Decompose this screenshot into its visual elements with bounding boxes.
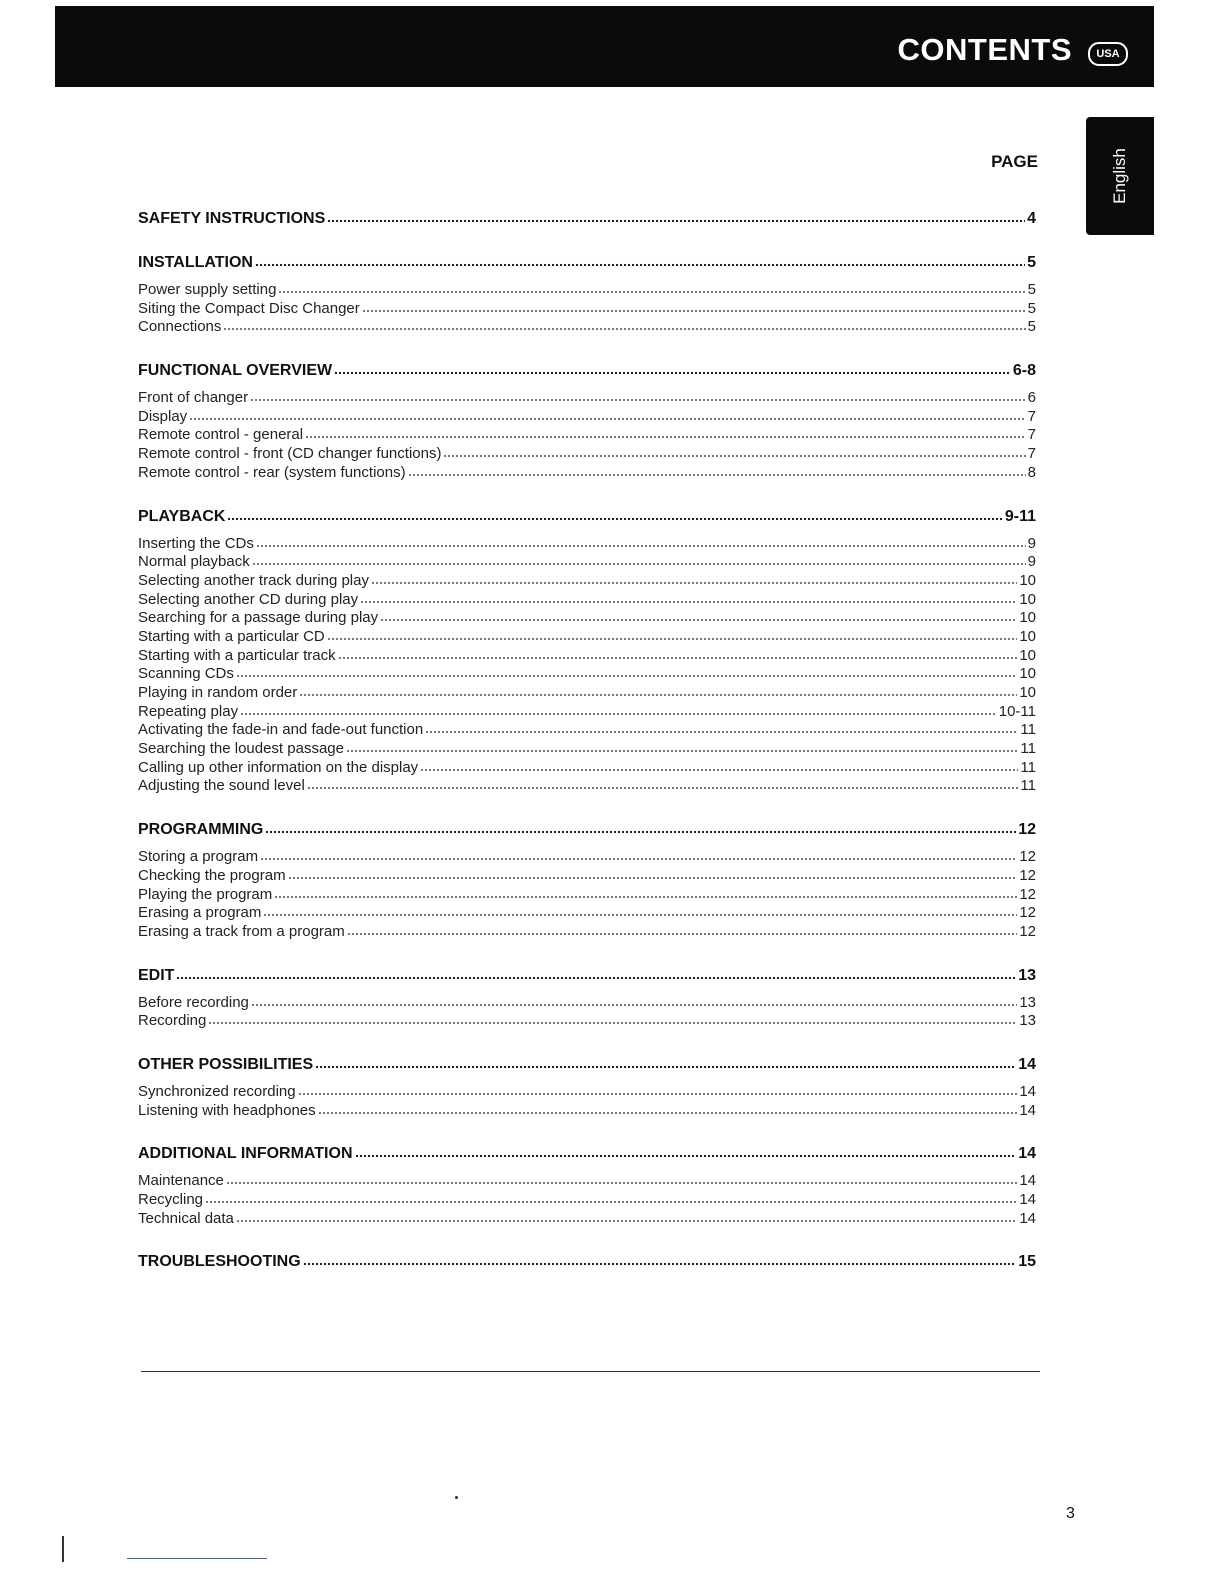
dot-leader [408,473,1026,477]
language-tab-label: English [1110,148,1129,204]
toc-heading-label: TROUBLESHOOTING [138,1253,301,1271]
toc-section [138,253,1036,337]
toc-entry [138,994,1036,1013]
toc-entry-label: Calling up other information on the display [138,758,419,776]
toc-entry-label: Recording [138,1012,207,1030]
toc-section [138,1144,1036,1228]
toc-entry [138,904,1036,923]
header-bar [55,6,1154,87]
toc-entry-label: Normal playback [138,553,250,571]
toc-entry-page: 7 [1027,426,1036,444]
toc-entry-page: 10 [1019,627,1036,645]
dot-leader [278,290,1025,294]
toc-entry [138,777,1036,796]
toc-section [138,966,1036,1031]
toc-entry-page: 10 [1019,665,1036,683]
dot-leader [227,517,1002,521]
dot-leader [307,786,1019,790]
dot-leader [355,1154,1017,1158]
dot-leader [299,693,1017,697]
toc-entry-label: Remote control - front (CD changer functions) [138,445,442,463]
toc-entry-label: Remote control - rear (system functions) [138,463,406,481]
toc-entry [138,464,1036,483]
toc-entry-label: Playing the program [138,885,273,903]
toc-entry-page: 12 [1019,848,1036,866]
toc-entry [138,759,1036,778]
toc-entry-label: Selecting another CD during play [138,590,359,608]
toc-entry-label: Technical data [138,1209,234,1227]
toc-entry-label: Storing a program [138,848,259,866]
dot-leader [189,417,1025,421]
dot-leader [298,1092,1018,1096]
toc-entry-label: Repeating play [138,702,239,720]
toc-entry-label: Selecting another track during play [138,571,369,589]
toc-entry-page: 5 [1027,299,1036,317]
toc-entry-page: 10 [1019,590,1036,608]
toc-entry [138,665,1036,684]
toc-entry-page: 10 [1019,571,1036,589]
dot-leader [252,562,1026,566]
toc-section-heading [138,966,1036,986]
toc-entry [138,408,1036,427]
toc-heading-label: PROGRAMMING [138,821,264,839]
toc-heading-page: 4 [1027,210,1036,227]
dot-leader [303,1262,1017,1266]
toc-heading-label: FUNCTIONAL OVERVIEW [138,362,333,380]
dot-leader [263,913,1017,917]
toc-entry-page: 9 [1027,534,1036,552]
toc-entry-page: 13 [1019,1012,1036,1030]
toc-entry-page: 6 [1027,389,1036,407]
toc-entry-label: Power supply setting [138,281,277,298]
toc-entry-page: 12 [1019,866,1036,884]
toc-entry-label: Searching for a passage during play [138,609,379,627]
toc-entry-page: 11 [1020,777,1036,795]
toc-entry-label: Remote control - general [138,426,304,444]
toc-section-heading [138,1144,1036,1164]
toc-entry-page: 12 [1019,904,1036,922]
dot-leader [250,398,1026,402]
toc-entry-label: Connections [138,318,222,336]
page-title: CONTENTS [897,32,1072,67]
toc-entry [138,572,1036,591]
toc-entry-label: Erasing a track from a program [138,922,345,940]
dot-leader [288,876,1018,880]
scan-mark-bottom [127,1558,267,1559]
toc-section-heading [138,820,1036,840]
toc-heading-label: INSTALLATION [138,254,253,271]
toc-section-heading [138,507,1036,527]
toc-entry [138,553,1036,572]
page-column-label: PAGE [991,152,1038,171]
toc-entry [138,300,1036,319]
toc-entry-label: Searching the loudest passage [138,740,344,758]
toc-section-heading [138,1252,1036,1272]
toc-entry-label: Synchronized recording [138,1082,296,1100]
language-tab [1086,117,1154,235]
toc-entry-label: Starting with a particular track [138,646,336,664]
toc-section-heading [138,1055,1036,1075]
dot-leader [362,309,1026,313]
dot-leader [208,1021,1017,1025]
dot-leader [260,857,1017,861]
toc-entry [138,1210,1036,1229]
toc-entry [138,535,1036,554]
scan-mark-left [62,1536,64,1562]
toc-section [138,209,1036,229]
toc-section [138,820,1036,941]
toc-heading-page: 15 [1018,1253,1036,1271]
dot-leader [274,895,1017,899]
toc-entry-page: 11 [1020,721,1036,739]
dot-leader [346,749,1018,753]
dot-leader [256,544,1026,548]
toc-entry-label: Display [138,407,188,425]
dot-leader [251,1003,1017,1007]
toc-entry [138,591,1036,610]
toc-entry [138,1012,1036,1031]
dot-leader [360,600,1017,604]
toc-entry [138,426,1036,445]
toc-entry-label: Erasing a program [138,904,262,922]
toc-entry [138,281,1036,300]
toc-entry [138,684,1036,703]
dot-leader [371,581,1017,585]
toc-section-heading [138,361,1036,381]
toc-entry-page: 10 [1019,684,1036,701]
toc-heading-page: 6-8 [1012,362,1036,380]
toc-entry-page: 7 [1027,407,1036,425]
toc-entry-page: 14 [1019,1101,1036,1119]
toc-section [138,361,1036,482]
dot-leader [425,730,1018,734]
toc-entry [138,703,1036,722]
toc-entry [138,923,1036,942]
toc-entry-page: 13 [1019,993,1036,1011]
toc-entry [138,740,1036,759]
toc-entry-label: Recycling [138,1191,204,1208]
toc-section-heading [138,209,1036,229]
toc-section [138,1252,1036,1272]
toc-heading-label: SAFETY INSTRUCTIONS [138,210,326,227]
dot-leader [305,435,1026,439]
toc-heading-page: 13 [1018,966,1036,984]
footer-divider [141,1371,1040,1372]
toc-entry [138,318,1036,337]
dot-leader [223,327,1025,331]
toc-entry-label: Siting the Compact Disc Changer [138,299,360,317]
dot-leader [240,712,997,716]
toc-entry-label: Activating the fade-in and fade-out function [138,721,424,739]
toc-entry-page: 12 [1019,922,1036,940]
toc-heading-label: PLAYBACK [138,507,226,525]
toc-entry-label: Listening with headphones [138,1101,316,1119]
dot-leader [334,371,1011,375]
toc-section-heading [138,253,1036,273]
dot-leader [338,656,1018,660]
dot-leader [236,674,1017,678]
dot-leader [315,1065,1016,1069]
toc-entry [138,1172,1036,1191]
toc-heading-page: 9-11 [1004,507,1036,525]
toc-entry-page: 14 [1019,1209,1036,1227]
toc-entry [138,886,1036,905]
toc-entry-label: Checking the program [138,866,286,884]
toc-section [138,507,1036,797]
toc-entry-label: Before recording [138,993,249,1011]
dot-leader [265,830,1016,834]
toc-entry-page: 9 [1027,553,1036,571]
toc-entry-page: 7 [1027,445,1036,463]
dot-leader [226,1181,1017,1185]
toc-entry-page: 10-11 [998,702,1036,720]
toc-entry [138,867,1036,886]
toc-entry [138,721,1036,740]
toc-heading-label: ADDITIONAL INFORMATION [138,1145,353,1163]
toc-entry-label: Starting with a particular CD [138,627,325,645]
toc-heading-page: 14 [1018,1145,1036,1163]
toc-entry [138,628,1036,647]
toc-heading-page: 14 [1018,1055,1036,1073]
toc-entry [138,848,1036,867]
dot-leader [443,454,1025,458]
dot-leader [255,263,1025,267]
toc-entry [138,1102,1036,1121]
region-badge: USA [1088,42,1128,66]
toc-entry-page: 12 [1019,885,1036,903]
dot-leader [236,1219,1017,1223]
toc-section [138,1055,1036,1120]
toc-entry [138,389,1036,408]
scan-dot [455,1496,458,1499]
dot-leader [327,637,1018,641]
table-of-contents [138,209,1036,1296]
toc-entry-label: Front of changer [138,389,249,407]
toc-entry-page: 8 [1027,463,1036,481]
toc-entry-page: 14 [1019,1191,1036,1208]
toc-entry [138,1191,1036,1210]
toc-entry [138,445,1036,464]
toc-entry-page: 11 [1020,758,1036,776]
toc-entry-label: Scanning CDs [138,665,234,683]
toc-entry [138,647,1036,666]
toc-entry-label: Maintenance [138,1172,224,1190]
toc-heading-page: 12 [1018,821,1036,839]
toc-entry-page: 14 [1019,1172,1036,1190]
dot-leader [318,1111,1018,1115]
dot-leader [327,219,1025,223]
page-number: 3 [1066,1505,1075,1522]
dot-leader [176,976,1016,980]
dot-leader [205,1200,1017,1204]
toc-entry-label: Adjusting the sound level [138,777,305,795]
toc-entry-page: 5 [1027,281,1036,298]
toc-entry-page: 10 [1019,646,1036,664]
toc-entry-page: 11 [1020,740,1036,758]
toc-entry-label: Playing in random order [138,684,298,701]
toc-entry-page: 14 [1019,1082,1036,1100]
dot-leader [380,618,1017,622]
toc-heading-page: 5 [1027,254,1036,271]
toc-heading-label: EDIT [138,966,175,984]
dot-leader [347,932,1018,936]
toc-entry [138,1083,1036,1102]
toc-heading-label: OTHER POSSIBILITIES [138,1055,314,1073]
toc-entry-page: 10 [1019,609,1036,627]
toc-entry-page: 5 [1027,318,1036,336]
toc-entry [138,609,1036,628]
dot-leader [420,768,1018,772]
toc-entry-label: Inserting the CDs [138,534,254,552]
